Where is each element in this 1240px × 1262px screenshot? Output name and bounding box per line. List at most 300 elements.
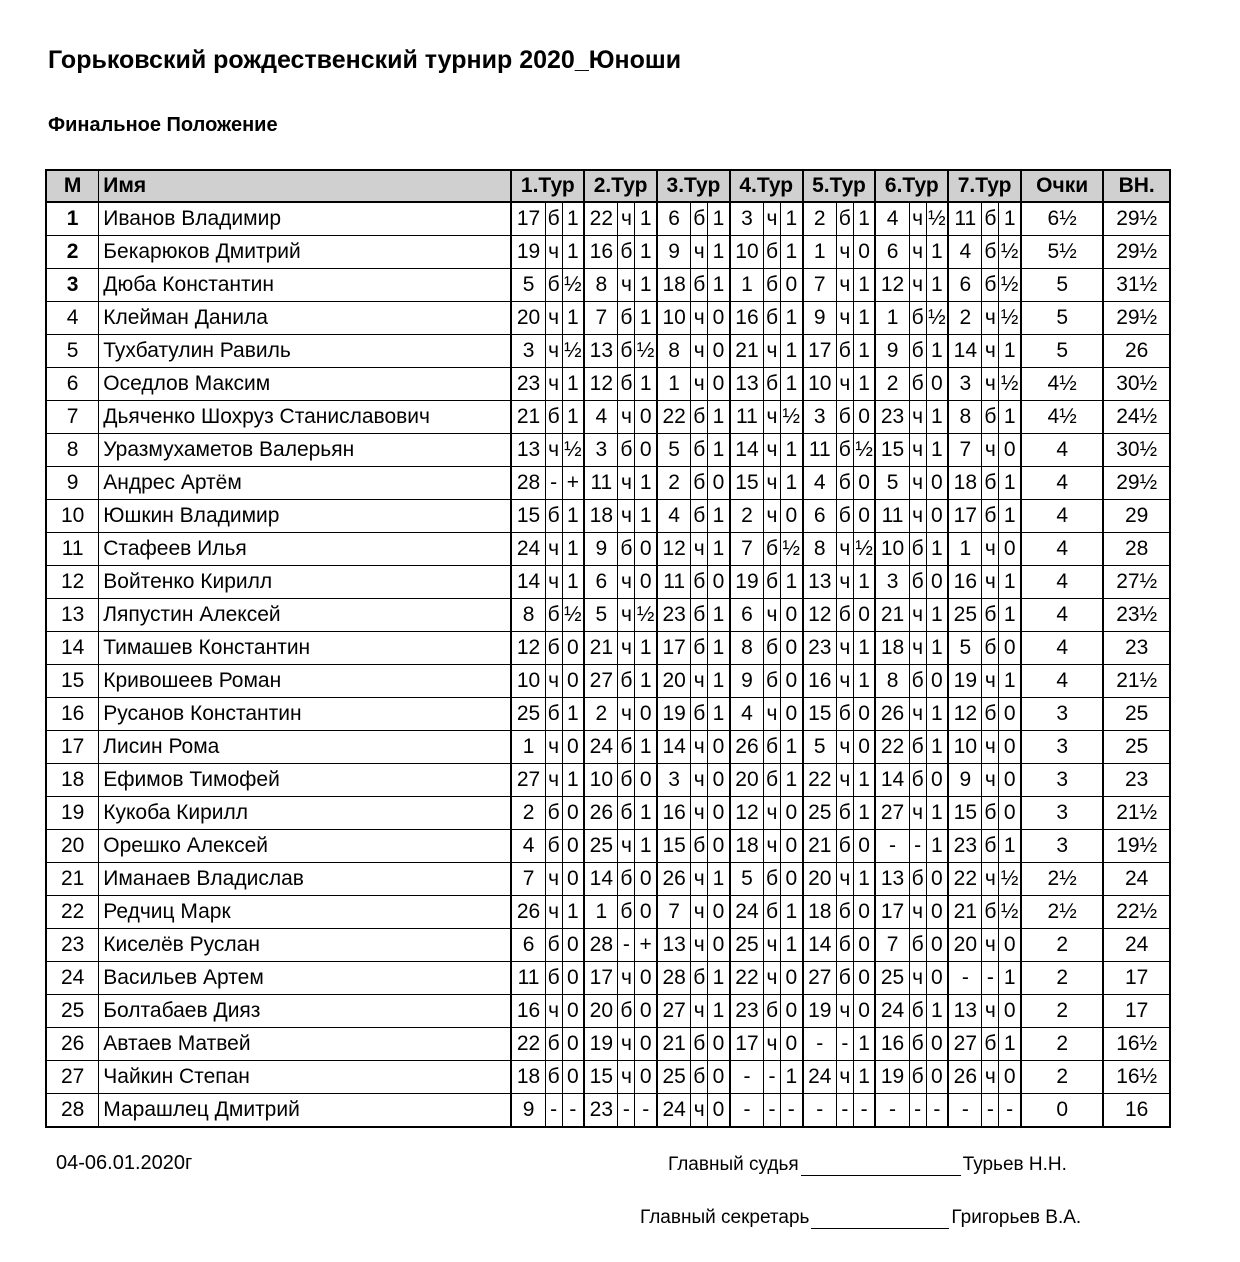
round-color-cell: б (982, 269, 999, 302)
round-opponent-cell: 27 (511, 764, 545, 797)
round-color-cell: ч (909, 236, 926, 269)
place-cell: 10 (46, 500, 99, 533)
table-row (46, 632, 1170, 665)
round-result-cell: 1 (635, 830, 657, 863)
round-color-cell: ч (836, 236, 853, 269)
place-cell: 12 (46, 566, 99, 599)
tiebreak-cell: 16 (1103, 1094, 1170, 1128)
round-opponent-cell: 13 (584, 335, 618, 368)
round-color-cell: ч (545, 731, 562, 764)
round-opponent-cell: 10 (803, 368, 837, 401)
round-color-cell: ч (545, 335, 562, 368)
round-color-cell: б (691, 698, 708, 731)
round-opponent-cell: 17 (803, 335, 837, 368)
round-result-cell: 1 (780, 1061, 802, 1094)
player-name-cell: Юшкин Владимир (99, 500, 512, 533)
round-result-cell: 0 (708, 830, 730, 863)
round-color-cell: ч (909, 434, 926, 467)
round-result-cell: 1 (926, 599, 948, 632)
round-color-cell: ч (764, 830, 781, 863)
player-name-cell: Иванов Владимир (99, 202, 512, 236)
round-color-cell: ч (764, 929, 781, 962)
round-result-cell: 1 (999, 202, 1021, 236)
tiebreak-cell: 22½ (1103, 896, 1170, 929)
round-opponent-cell: 5 (584, 599, 618, 632)
round-result-cell: 0 (708, 764, 730, 797)
round-color-cell: б (691, 599, 708, 632)
round-color-cell: б (545, 1028, 562, 1061)
round-color-cell: б (618, 764, 635, 797)
round-opponent-cell: 16 (730, 302, 764, 335)
round-color-cell: - (545, 467, 562, 500)
round-opponent-cell: 7 (803, 269, 837, 302)
round-opponent-cell: 4 (584, 401, 618, 434)
round-result-cell: 0 (708, 335, 730, 368)
round-color-cell: б (836, 500, 853, 533)
round-result-cell: 1 (708, 269, 730, 302)
round-color-cell: б (545, 500, 562, 533)
round-color-cell: б (545, 698, 562, 731)
round-result-cell: 0 (562, 830, 584, 863)
round-opponent-cell: 4 (948, 236, 982, 269)
table-row (46, 797, 1170, 830)
round-color-cell: ч (982, 566, 999, 599)
round-result-cell: 1 (780, 566, 802, 599)
round-color-cell: б (691, 269, 708, 302)
round-opponent-cell: 9 (584, 533, 618, 566)
round-color-cell: б (909, 995, 926, 1028)
round-result-cell: 1 (635, 269, 657, 302)
round-result-cell: 0 (926, 896, 948, 929)
round-result-cell: 0 (999, 698, 1021, 731)
round-color-cell: ч (764, 599, 781, 632)
round-result-cell: 1 (853, 665, 875, 698)
round-opponent-cell: 22 (730, 962, 764, 995)
round-result-cell: ½ (562, 434, 584, 467)
round-color-cell: б (691, 830, 708, 863)
round-color-cell: ч (836, 269, 853, 302)
round-result-cell: 0 (926, 1028, 948, 1061)
round-result-cell: 1 (780, 896, 802, 929)
round-color-cell: ч (618, 566, 635, 599)
round-result-cell: 0 (780, 863, 802, 896)
points-cell: 4 (1021, 434, 1103, 467)
round-color-cell: б (836, 896, 853, 929)
round-opponent-cell: 22 (511, 1028, 545, 1061)
round-color-cell: ч (764, 467, 781, 500)
chief-secretary-signature (640, 1207, 1081, 1229)
round-opponent-cell: 10 (730, 236, 764, 269)
header-round-7: 7.Тур (948, 170, 1021, 202)
round-color-cell: б (909, 566, 926, 599)
round-opponent-cell: - (948, 962, 982, 995)
round-result-cell: 1 (999, 467, 1021, 500)
round-color-cell: ч (545, 368, 562, 401)
round-opponent-cell: 19 (584, 1028, 618, 1061)
round-color-cell: - (545, 1094, 562, 1128)
tiebreak-cell: 30½ (1103, 434, 1170, 467)
round-result-cell: 0 (780, 665, 802, 698)
round-result-cell: 0 (708, 368, 730, 401)
round-color-cell: ч (764, 1028, 781, 1061)
round-color-cell: б (982, 1028, 999, 1061)
round-color-cell: б (982, 896, 999, 929)
round-result-cell: 0 (926, 929, 948, 962)
round-opponent-cell: 7 (948, 434, 982, 467)
round-opponent-cell: 27 (803, 962, 837, 995)
round-opponent-cell: 25 (875, 962, 909, 995)
round-result-cell: 0 (780, 797, 802, 830)
points-cell: 4 (1021, 467, 1103, 500)
round-opponent-cell: 11 (948, 202, 982, 236)
round-result-cell: 1 (926, 698, 948, 731)
round-opponent-cell: 25 (511, 698, 545, 731)
points-cell: 0 (1021, 1094, 1103, 1128)
table-row (46, 202, 1170, 236)
round-color-cell: б (982, 698, 999, 731)
round-color-cell: б (764, 665, 781, 698)
round-result-cell: 1 (780, 731, 802, 764)
round-opponent-cell: - (948, 1094, 982, 1128)
table-row (46, 401, 1170, 434)
round-opponent-cell: - (875, 1094, 909, 1128)
round-result-cell: 0 (853, 698, 875, 731)
round-color-cell: б (836, 434, 853, 467)
round-opponent-cell: 24 (875, 995, 909, 1028)
round-color-cell: ч (982, 335, 999, 368)
round-result-cell: 1 (708, 698, 730, 731)
round-opponent-cell: 19 (511, 236, 545, 269)
round-result-cell: 1 (999, 665, 1021, 698)
round-color-cell: ч (545, 533, 562, 566)
player-name-cell: Дюба Константин (99, 269, 512, 302)
points-cell: 4 (1021, 566, 1103, 599)
round-color-cell: б (764, 302, 781, 335)
round-color-cell: б (618, 302, 635, 335)
round-opponent-cell: 13 (730, 368, 764, 401)
round-result-cell: 1 (562, 202, 584, 236)
round-result-cell: 0 (708, 467, 730, 500)
round-result-cell: 0 (853, 929, 875, 962)
tiebreak-cell: 27½ (1103, 566, 1170, 599)
round-result-cell: ½ (999, 302, 1021, 335)
round-opponent-cell: 25 (584, 830, 618, 863)
round-opponent-cell: 10 (584, 764, 618, 797)
round-result-cell: 0 (853, 467, 875, 500)
round-color-cell: б (545, 962, 562, 995)
round-color-cell: б (764, 566, 781, 599)
round-color-cell: б (764, 236, 781, 269)
round-opponent-cell: 2 (803, 202, 837, 236)
round-color-cell: - (836, 1028, 853, 1061)
round-color-cell: ч (764, 335, 781, 368)
round-result-cell: 0 (635, 1028, 657, 1061)
round-color-cell: ч (618, 698, 635, 731)
round-result-cell: 0 (562, 995, 584, 1028)
round-color-cell: б (909, 929, 926, 962)
round-color-cell: б (691, 202, 708, 236)
round-result-cell: - (635, 1094, 657, 1128)
place-cell: 7 (46, 401, 99, 434)
round-color-cell: ч (618, 269, 635, 302)
player-name-cell: Стафеев Илья (99, 533, 512, 566)
player-name-cell: Тухбатулин Равиль (99, 335, 512, 368)
round-result-cell: 1 (780, 368, 802, 401)
round-color-cell: ч (982, 731, 999, 764)
round-opponent-cell: 24 (511, 533, 545, 566)
round-color-cell: б (691, 500, 708, 533)
round-result-cell: 1 (926, 797, 948, 830)
round-opponent-cell: 18 (584, 500, 618, 533)
round-color-cell: ч (618, 632, 635, 665)
round-opponent-cell: 16 (948, 566, 982, 599)
round-result-cell: 1 (635, 236, 657, 269)
round-result-cell: 1 (999, 599, 1021, 632)
player-name-cell: Уразмухаметов Валерьян (99, 434, 512, 467)
round-color-cell: ч (691, 302, 708, 335)
round-color-cell: б (764, 269, 781, 302)
round-color-cell: б (982, 467, 999, 500)
round-color-cell: ч (618, 202, 635, 236)
place-cell: 8 (46, 434, 99, 467)
round-color-cell: ч (982, 302, 999, 335)
round-opponent-cell: 11 (730, 401, 764, 434)
round-color-cell: б (836, 202, 853, 236)
player-name-cell: Бекарюков Дмитрий (99, 236, 512, 269)
round-color-cell: ч (836, 368, 853, 401)
round-color-cell: - (982, 1094, 999, 1128)
round-opponent-cell: 13 (657, 929, 691, 962)
round-color-cell: б (764, 896, 781, 929)
round-opponent-cell: 2 (875, 368, 909, 401)
tiebreak-cell: 24 (1103, 863, 1170, 896)
round-opponent-cell: 7 (657, 896, 691, 929)
tiebreak-cell: 25 (1103, 731, 1170, 764)
round-color-cell: ч (909, 698, 926, 731)
round-result-cell: 0 (853, 236, 875, 269)
points-cell: 2 (1021, 962, 1103, 995)
chief-secretary-name: Григорьев В.А. (951, 1207, 1082, 1228)
round-color-cell: б (836, 401, 853, 434)
round-result-cell: 1 (708, 434, 730, 467)
round-opponent-cell: 11 (584, 467, 618, 500)
table-row (46, 269, 1170, 302)
round-opponent-cell: 12 (948, 698, 982, 731)
round-opponent-cell: - (803, 1028, 837, 1061)
place-cell: 4 (46, 302, 99, 335)
round-result-cell: ½ (999, 368, 1021, 401)
round-opponent-cell: 7 (584, 302, 618, 335)
round-color-cell: ч (764, 698, 781, 731)
tiebreak-cell: 23 (1103, 632, 1170, 665)
player-name-cell: Лисин Рома (99, 731, 512, 764)
round-opponent-cell: 12 (803, 599, 837, 632)
round-opponent-cell: 8 (584, 269, 618, 302)
round-opponent-cell: 5 (803, 731, 837, 764)
round-color-cell: ч (618, 500, 635, 533)
table-row (46, 731, 1170, 764)
round-result-cell: 1 (926, 269, 948, 302)
round-result-cell: ½ (999, 863, 1021, 896)
round-result-cell: + (635, 929, 657, 962)
round-result-cell: 1 (780, 302, 802, 335)
round-result-cell: 0 (999, 632, 1021, 665)
round-opponent-cell: 1 (657, 368, 691, 401)
round-opponent-cell: 1 (730, 269, 764, 302)
round-color-cell: б (909, 533, 926, 566)
table-row (46, 1094, 1170, 1128)
round-color-cell: б (764, 368, 781, 401)
round-result-cell: 1 (708, 401, 730, 434)
round-color-cell: б (764, 764, 781, 797)
table-row (46, 764, 1170, 797)
round-opponent-cell: 1 (511, 731, 545, 764)
round-opponent-cell: 6 (803, 500, 837, 533)
round-opponent-cell: 25 (730, 929, 764, 962)
round-opponent-cell: 6 (584, 566, 618, 599)
round-opponent-cell: 2 (730, 500, 764, 533)
round-opponent-cell: 13 (803, 566, 837, 599)
round-color-cell: б (982, 797, 999, 830)
points-cell: 4 (1021, 533, 1103, 566)
round-color-cell: б (764, 632, 781, 665)
round-opponent-cell: 19 (657, 698, 691, 731)
round-opponent-cell: 11 (803, 434, 837, 467)
round-opponent-cell: 15 (657, 830, 691, 863)
table-row (46, 566, 1170, 599)
round-color-cell: б (982, 202, 999, 236)
round-opponent-cell: 10 (948, 731, 982, 764)
round-color-cell: - (764, 1061, 781, 1094)
round-opponent-cell: 17 (948, 500, 982, 533)
round-opponent-cell: 20 (584, 995, 618, 1028)
round-result-cell: 1 (999, 500, 1021, 533)
round-opponent-cell: 28 (511, 467, 545, 500)
round-opponent-cell: 21 (875, 599, 909, 632)
table-row (46, 500, 1170, 533)
round-result-cell: 0 (708, 1028, 730, 1061)
round-color-cell: ч (691, 731, 708, 764)
round-opponent-cell: 6 (875, 236, 909, 269)
round-color-cell: б (836, 830, 853, 863)
round-opponent-cell: 19 (730, 566, 764, 599)
round-color-cell: б (545, 599, 562, 632)
round-opponent-cell: 6 (730, 599, 764, 632)
place-cell: 11 (46, 533, 99, 566)
round-result-cell: 0 (999, 929, 1021, 962)
round-result-cell: 0 (562, 962, 584, 995)
round-opponent-cell: - (730, 1061, 764, 1094)
round-color-cell: б (618, 533, 635, 566)
round-result-cell: 1 (926, 401, 948, 434)
round-result-cell: 1 (999, 962, 1021, 995)
round-color-cell: - (909, 1094, 926, 1128)
round-color-cell: ч (982, 1061, 999, 1094)
round-opponent-cell: 12 (875, 269, 909, 302)
place-cell: 28 (46, 1094, 99, 1128)
tiebreak-cell: 17 (1103, 995, 1170, 1028)
round-result-cell: 1 (708, 995, 730, 1028)
round-opponent-cell: 23 (803, 632, 837, 665)
round-result-cell: ½ (999, 896, 1021, 929)
round-result-cell: 1 (926, 830, 948, 863)
round-opponent-cell: 16 (803, 665, 837, 698)
header-points: Очки (1021, 170, 1103, 202)
round-result-cell: 1 (562, 533, 584, 566)
round-color-cell: б (691, 962, 708, 995)
round-color-cell: б (836, 698, 853, 731)
points-cell: 5 (1021, 335, 1103, 368)
round-opponent-cell: 21 (948, 896, 982, 929)
round-opponent-cell: 28 (584, 929, 618, 962)
round-result-cell: 1 (635, 797, 657, 830)
round-result-cell: 0 (926, 500, 948, 533)
tiebreak-cell: 24½ (1103, 401, 1170, 434)
round-opponent-cell: 28 (657, 962, 691, 995)
round-color-cell: б (909, 731, 926, 764)
round-color-cell: - (764, 1094, 781, 1128)
round-color-cell: б (618, 863, 635, 896)
round-opponent-cell: 24 (803, 1061, 837, 1094)
points-cell: 4 (1021, 500, 1103, 533)
place-cell: 6 (46, 368, 99, 401)
round-result-cell: ½ (562, 599, 584, 632)
round-result-cell: 0 (999, 797, 1021, 830)
round-color-cell: ч (982, 995, 999, 1028)
round-result-cell: 0 (926, 566, 948, 599)
round-color-cell: б (909, 335, 926, 368)
round-opponent-cell: 15 (584, 1061, 618, 1094)
points-cell: 4½ (1021, 401, 1103, 434)
round-opponent-cell: 14 (730, 434, 764, 467)
round-color-cell: б (545, 830, 562, 863)
round-opponent-cell: 23 (584, 1094, 618, 1128)
place-cell: 17 (46, 731, 99, 764)
round-opponent-cell: 20 (657, 665, 691, 698)
round-opponent-cell: 20 (803, 863, 837, 896)
round-color-cell: - (982, 962, 999, 995)
header-round-6: 6.Тур (875, 170, 948, 202)
round-opponent-cell: 12 (657, 533, 691, 566)
standings-body (46, 202, 1170, 1127)
round-result-cell: 1 (635, 665, 657, 698)
round-color-cell: б (909, 764, 926, 797)
round-opponent-cell: 26 (948, 1061, 982, 1094)
round-color-cell: ч (982, 533, 999, 566)
round-result-cell: 1 (780, 929, 802, 962)
round-result-cell: 0 (562, 1028, 584, 1061)
round-opponent-cell: 21 (730, 335, 764, 368)
round-color-cell: ч (691, 368, 708, 401)
round-opponent-cell: - (730, 1094, 764, 1128)
round-result-cell: 1 (635, 467, 657, 500)
round-opponent-cell: 18 (657, 269, 691, 302)
round-result-cell: 1 (926, 533, 948, 566)
points-cell: 2½ (1021, 863, 1103, 896)
round-result-cell: 0 (926, 467, 948, 500)
round-opponent-cell: 10 (657, 302, 691, 335)
round-color-cell: ч (836, 566, 853, 599)
round-color-cell: б (836, 797, 853, 830)
round-color-cell: б (836, 929, 853, 962)
round-result-cell: 0 (635, 533, 657, 566)
round-result-cell: 0 (926, 368, 948, 401)
round-result-cell: 0 (708, 731, 730, 764)
round-opponent-cell: 13 (875, 863, 909, 896)
round-color-cell: ч (691, 896, 708, 929)
tiebreak-cell: 26 (1103, 335, 1170, 368)
chief-judge-name: Турьев Н.Н. (962, 1154, 1067, 1175)
